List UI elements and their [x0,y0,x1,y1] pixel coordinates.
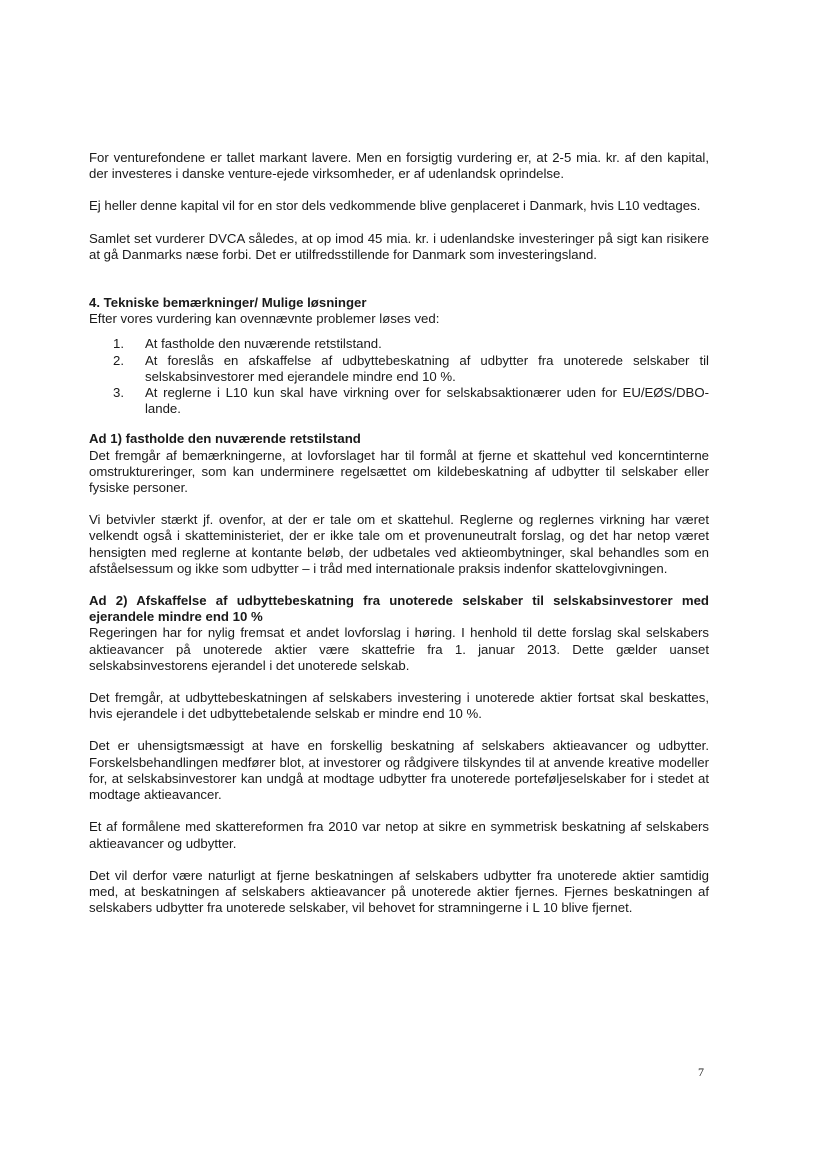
paragraph: Det fremgår, at udbyttebeskatningen af selskabers investering i unoterede aktier fortsat skal beskattes, hvis ejerandele i det udbyttebetalende selskab er mindre end 10 %. [89,690,709,722]
page-number: 7 [698,1065,704,1079]
paragraph: Samlet set vurderer DVCA således, at op imod 45 mia. kr. i udenlandske investeringer på sigt kan risikere at gå Danmarks næse forbi. Det er utilfredsstillende for Danmark som investeringsland. [89,230,709,262]
paragraph: Regeringen har for nylig fremsat et andet lovforslag i høring. I henhold til dette forslag skal selskabers aktieavancer på unoterede aktier være skattefrie fra 1. januar 2013. Dette gælder uanset selskabsinvestorens ejerandel i det unoterede selskab. [89,625,709,673]
list-item-text: At fastholde den nuværende retstilstand. [145,336,382,352]
list-number: 2. [113,352,124,368]
document-body [89,150,709,932]
list-item-text: At foreslås en afskaffelse af udbyttebeskatning af udbytter fra unoterede selskaber til selskabsinvestorer med ejerandele mindre end 10 %. [145,352,709,384]
list-item [89,385,709,417]
section-intro: Efter vores vurdering kan ovennævnte problemer løses ved: [89,311,440,327]
paragraph: Det vil derfor være naturligt at fjerne beskatningen af selskabers udbytter fra unoterede aktier samtidig med, at beskatningen af selskabers aktieavancer på unoterede aktier fjernes. Fjernes beskatningen af selskabers udbytter fra unoterede selskaber, vil behovet for stramningerne i L 10 blive fjernet. [89,867,709,916]
list-number: 1. [113,336,124,352]
list-number: 3. [113,385,124,401]
paragraph: Ej heller denne kapital vil for en stor dels vedkommende blive genplaceret i Danmark, hvis L10 vedtages. [89,198,701,214]
subsection-heading: Ad 1) fastholde den nuværende retstilstand [89,431,361,447]
section-heading: 4. Tekniske bemærkninger/ Mulige løsninger [89,295,367,311]
paragraph: For venturefondene er tallet markant lavere. Men en forsigtig vurdering er, at 2-5 mia. kr. af den kapital, der investeres i danske venture-ejede virksomheder, er af udenlandsk oprindelse. [89,150,709,182]
paragraph: Vi betvivler stærkt jf. ovenfor, at der er tale om et skattehul. Reglerne og reglernes virkning har været velkendt også i skatteministeriet, der er ikke tale om et provenuneutralt forslag, og det har netop været hensigten med reglerne at kontante beløb, der udbetales ved aktieombytninger, skal behandles som en afståelsessum og ikke som udbytter – i tråd med internationale praksis indenfor skattelovgivningen. [89,512,709,576]
paragraph: Det er uhensigtsmæssigt at have en forskellig beskatning af selskabers aktieavancer og udbytter. Forskelsbehandlingen medfører blot, at investorer og rådgivere tilskyndes til at anvende kreative modeller for, at selskabsinvestorer kan undgå at modtage udbytter fra unoterede porteføljeselskaber for i stedet at modtage aktieavancer. [89,738,709,803]
list-item-text: At reglerne i L10 kun skal have virkning over for selskabsaktionærer uden for EU/EØS/DBO-lande. [145,385,709,417]
list-item [89,336,709,352]
solutions-list [89,336,709,417]
list-item [89,353,709,385]
paragraph: Et af formålene med skattereformen fra 2010 var netop at sikre en symmetrisk beskatning af selskabers aktieavancer og udbytter. [89,819,709,851]
paragraph: Det fremgår af bemærkningerne, at lovforslaget har til formål at fjerne et skattehul ved koncerntinterne omstruktureringer, som kan underminere regelsættet om kildebeskatning af udbytter til selskaber eller fysiske personer. [89,447,709,496]
subsection-heading: Ad 2) Afskaffelse af udbyttebeskatning fra unoterede selskaber til selskabsinvestorer med ejerandele mindre end 10 % [89,593,709,625]
